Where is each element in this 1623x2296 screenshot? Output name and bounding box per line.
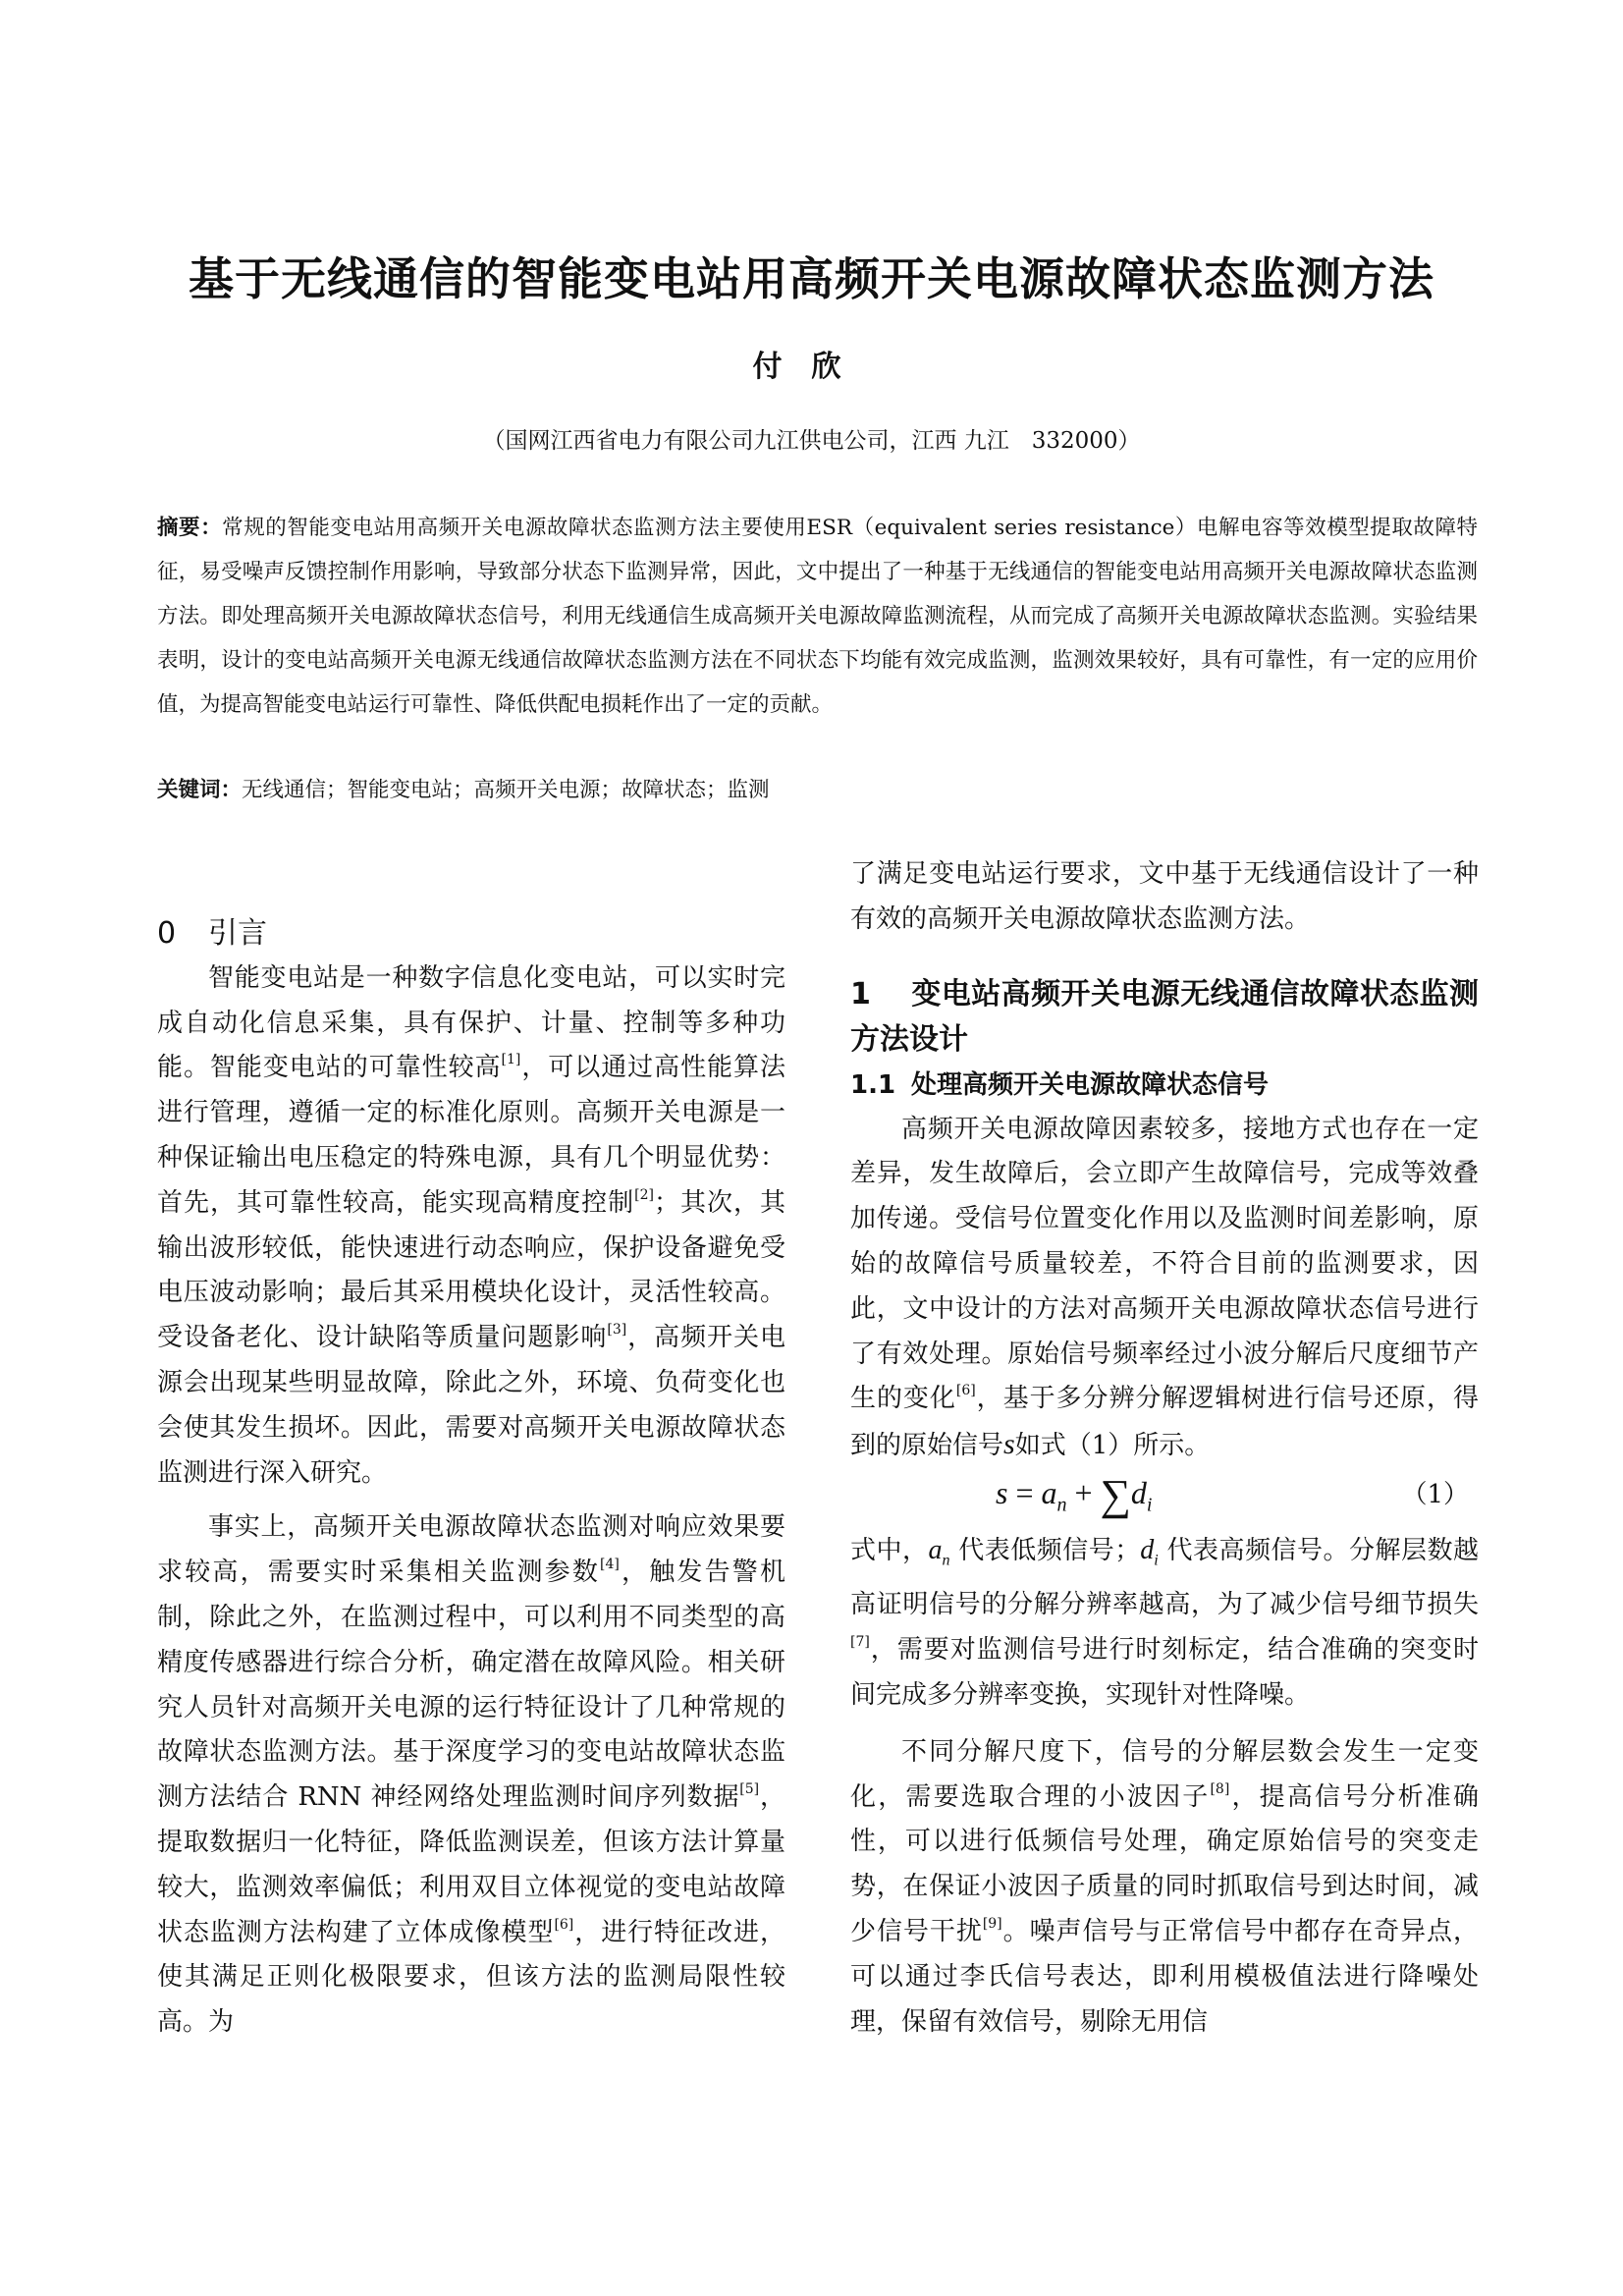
text-run: 代表高频信号。分解层数越高证明信号的分解分辨率越高，为了减少信号细节损失 (850, 1535, 1479, 1620)
text-run: 智能变电站是一种数字信息化变电站，可以实时完成自动化信息采集，具有保护、计量、控制等多种功能。智能变电站的可靠性较高 (157, 962, 785, 1083)
subsection-1-1-title: 处理高频开关电源故障状态信号 (911, 1069, 1270, 1100)
variable-d-i: $d_i$ (1140, 1534, 1159, 1569)
text-run: ；其次，其输出波形较低，能快速进行动态响应，保护设备避免受电压波动影响；最后其采用模块化设计，灵活性较高。受设备老化、设计缺陷等质量问题影响 (157, 1187, 785, 1353)
citation-5: [5] (739, 1781, 760, 1798)
section-0-title: 引言 (208, 916, 267, 951)
variable-s: s (1003, 1428, 1015, 1461)
equation-number: （1） (1401, 1479, 1469, 1509)
section-0-paragraph-2 (157, 1505, 785, 2046)
text-run: 代表低频信号； (958, 1535, 1141, 1565)
variable-a-n: $a_n$ (928, 1534, 950, 1569)
section-0-heading (157, 911, 785, 957)
text-run: ，需要对监测信号进行时刻标定，结合准确的突变时间完成多分辨率变换，实现针对性降噪。 (850, 1635, 1479, 1710)
subsection-1-1-heading (850, 1063, 1479, 1108)
text-run: ，提高信号分析准确性，可以进行低频信号处理，确定原始信号的突变走势，在保证小波因子质量的同时抓取信号到达时间，减少信号干扰 (850, 1781, 1479, 1946)
text-run: 式中， (850, 1535, 929, 1565)
text-run: ，可以通过高性能算法进行管理，遵循一定的标准化原则。高频开关电源是一种保证输出电压稳定的特殊电源，具有几个明显优势：首先，其可靠性较高，能实现高精度控制 (157, 1053, 785, 1218)
keywords-text: 无线通信；智能变电站；高频开关电源；故障状态；监测 (242, 778, 770, 802)
section-1-paragraph-3 (850, 1730, 1479, 2046)
citation-3: [3] (607, 1322, 627, 1339)
continued-paragraph: 了满足变电站运行要求，文中基于无线通信设计了一种有效的高频开关电源故障状态监测方法。 (850, 859, 1479, 934)
citation-1: [1] (501, 1052, 521, 1068)
section-1-heading (850, 972, 1479, 1063)
text-run: ，高频开关电源会出现某些明显故障，除此之外，环境、负荷变化也会使其发生损坏。因此，需要对高频开关电源故障状态监测进行深入研究。 (157, 1323, 785, 1488)
citation-8: [8] (1210, 1780, 1230, 1797)
abstract-label: 摘要： (157, 516, 223, 540)
text-run: 不同分解尺度下，信号的分解层数会发生一定变化，需要选取合理的小波因子 (850, 1736, 1479, 1812)
section-1-paragraph-1 (850, 1108, 1479, 1469)
text-run: ，基于多分辨分解逻辑树进行信号还原，得到的原始信号 (850, 1384, 1479, 1461)
citation-4: [4] (600, 1557, 620, 1573)
section-0-number: 0 (157, 916, 177, 951)
right-column (850, 852, 1479, 2045)
citation-7: [7] (850, 1634, 870, 1651)
subsection-1-1-number: 1.1 (850, 1069, 896, 1100)
author-name: 付欣 (752, 350, 871, 384)
paper-title: 基于无线通信的智能变电站用高频开关电源故障状态监测方法 (189, 252, 1434, 305)
section-1-paragraph-2 (850, 1528, 1479, 1719)
abstract (157, 506, 1478, 727)
equation-formula: $s = a_n + \sum d_i$ (996, 1470, 1153, 1519)
abstract-text: 常规的智能变电站用高频开关电源故障状态监测方法主要使用ESR（equivalent series resistance）电解电容等效模型提取故障特征，易受噪声反馈控制作用影响，导致部分状态下监测异常，因此，文中提出了一种基于无线通信的智能变电站用高频开关电源故障状态监测方法。即处理高频开关电源故障状态信号，利用无线通信生成高频开关电源故障监测流程，从而完成了高频开关电源故障状态监测。实验结果表明，设计的变电站高频开关电源无线通信故障状态监测方法在不同状态下均能有效完成监测，监测效果较好，具有可靠性，有一定的应用价值，为提高智能变电站运行可靠性、降低供配电损耗作出了一定的贡献。 (157, 516, 1478, 717)
section-1-number: 1 (850, 976, 871, 1011)
text-run: ，进行特征改进，使其满足正则化极限要求，但该方法的监测局限性较高。为 (157, 1917, 785, 2038)
text-run: ，触发告警机制，除此之外，在监测过程中，可以利用不同类型的高精度传感器进行综合分析，确定潜在故障风险。相关研究人员针对高频开关电源的运行特征设计了几种常规的故障状态监测方法。基于深度学习的变电站故障状态监测方法结合 RNN 神经网络处理监测时间序列数据 (157, 1558, 785, 1813)
citation-2: [2] (634, 1186, 654, 1203)
section-1-title: 变电站高频开关电源无线通信故障状态监测方法设计 (850, 976, 1479, 1057)
text-run: 事实上，高频开关电源故障状态监测对响应效果要求较高，需要实时采集相关监测参数 (157, 1512, 785, 1588)
left-column (157, 854, 785, 2046)
citation-6b: [6] (955, 1383, 976, 1399)
equation-1 (850, 1469, 1479, 1528)
keywords-label: 关键词： (157, 778, 243, 802)
citation-9: [9] (982, 1915, 1002, 1932)
text-run: 如式（1）所示。 (1014, 1431, 1211, 1461)
section-0-paragraph-1 (157, 957, 785, 1497)
text-run: 。噪声信号与正常信号中都存在奇异点，可以通过李氏信号表达，即利用模极值法进行降噪处理，保留有效信号，剔除无用信 (850, 1916, 1479, 2037)
affiliation: （国网江西省电力有限公司九江供电公司，江西 九江 332000） (482, 428, 1141, 454)
keywords (157, 768, 1478, 812)
text-run: ，提取数据归一化特征，降低监测误差，但该方法计算量较大，监测效率偏低；利用双目立体视觉的变电站故障状态监测方法构建了立体成像模型 (157, 1782, 785, 1947)
text-run: 高频开关电源故障因素较多，接地方式也存在一定差异，发生故障后，会立即产生故障信号，完成等效叠加传递。受信号位置变化作用以及监测时间差影响，原始的故障信号质量较差，不符合目前的监测要求，因此，文中设计的方法对高频开关电源故障状态信号进行了有效处理。原始信号频率经过小波分解后尺度细节产生的变化 (850, 1114, 1479, 1414)
citation-6: [6] (554, 1916, 574, 1933)
